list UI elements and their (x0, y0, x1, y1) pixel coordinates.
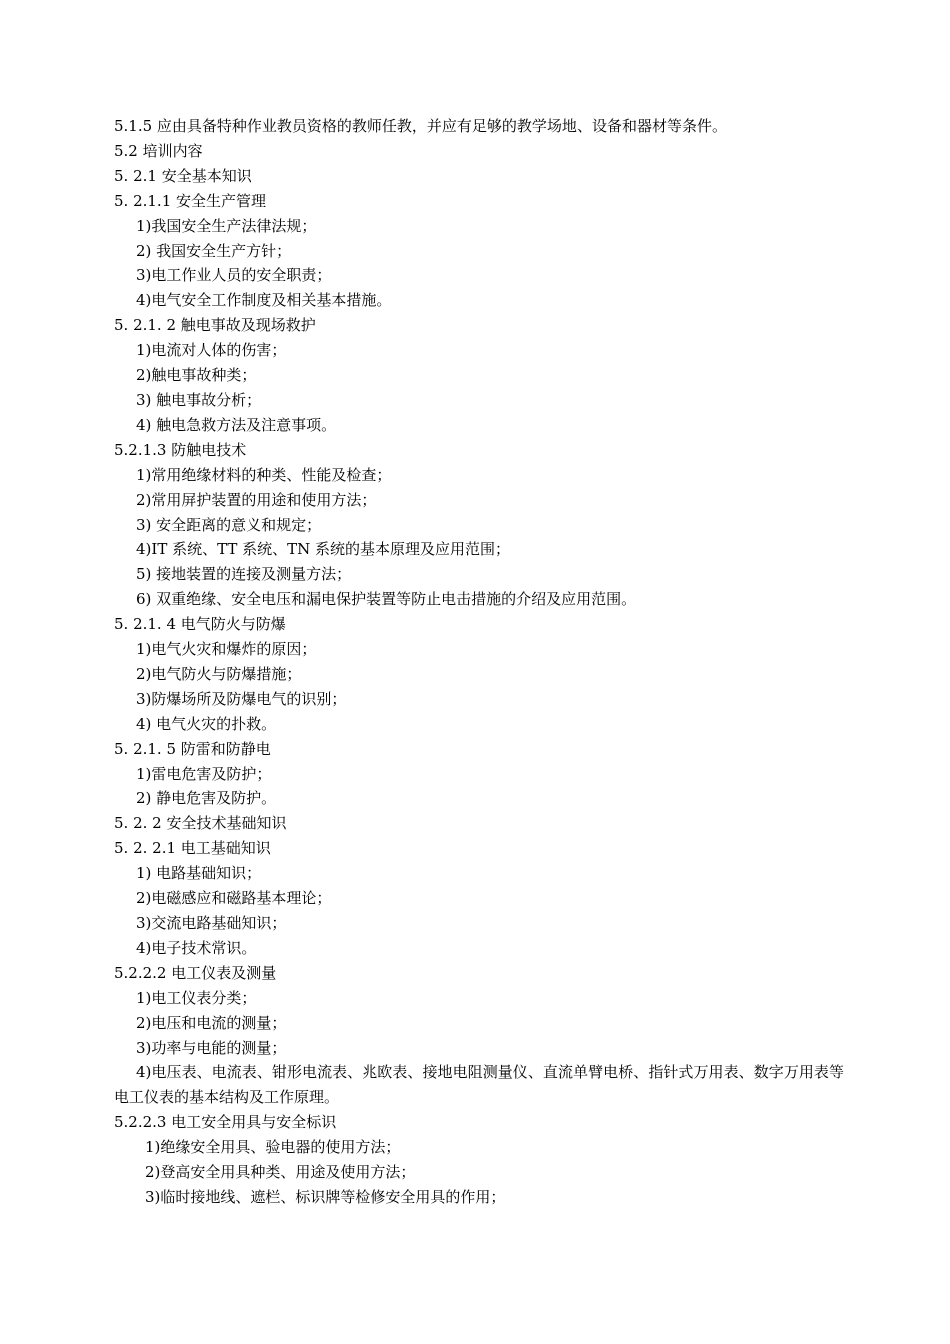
list-item: 1)电工仪表分类； (136, 988, 257, 1007)
list-item: 1)我国安全生产法律法规； (136, 216, 317, 235)
list-item: 3) 触电事故分析； (136, 390, 262, 409)
list-item: 1)雷电危害及防护； (136, 764, 272, 783)
list-item: 2) 静电危害及防护。 (136, 789, 277, 808)
list-item: 2)常用屏护装置的用途和使用方法； (136, 490, 377, 509)
list-item: 4)电气安全工作制度及相关基本措施。 (136, 291, 392, 310)
clause-5-1-5: 5.1.5 应由具备特种作业教员资格的教师任教，并应有足够的教学场地、设备和器材等条件。 (114, 117, 727, 135)
heading-5-2: 5.2 培训内容 (114, 141, 203, 160)
list-item: 3)临时接地线、遮栏、标识牌等检修安全用具的作用； (145, 1187, 506, 1206)
list-item: 3)交流电路基础知识； (136, 914, 287, 932)
list-item: 3)防爆场所及防爆电气的识别； (136, 689, 347, 708)
list-item: 3) 安全距离的意义和规定； (136, 515, 322, 534)
list-item: 4) 电气火灾的扑救。 (136, 714, 277, 733)
list-item: 3)功率与电能的测量； (136, 1038, 287, 1057)
list-item: 5) 接地装置的连接及测量方法； (136, 565, 352, 584)
list-item: 4)IT 系统、TT 系统、TN 系统的基本原理及应用范围； (136, 540, 511, 559)
heading-5-2-2: 5. 2. 2 安全技术基础知识 (114, 814, 287, 833)
heading-5-2-2-3: 5.2.2.3 电工安全用具与安全标识 (114, 1113, 337, 1132)
heading-5-2-2-2: 5.2.2.2 电工仪表及测量 (114, 963, 277, 982)
list-item: 4)电子技术常识。 (136, 938, 257, 957)
list-item: 2)电压和电流的测量； (136, 1013, 287, 1032)
list-item: 2)触电事故种类； (136, 366, 257, 385)
heading-5-2-1-1: 5. 2.1.1 安全生产管理 (114, 191, 267, 210)
list-item: 6) 双重绝缘、安全电压和漏电保护装置等防止电击措施的介绍及应用范围。 (136, 590, 637, 609)
list-item: 4)电压表、电流表、钳形电流表、兆欧表、接地电阻测量仪、直流单臂电桥、指针式万用表、数字万用表等电工仪表的基本结构及工作原理。 (114, 1063, 844, 1107)
heading-5-2-1: 5. 2.1 安全基本知识 (114, 166, 252, 185)
list-item: 2)电磁感应和磁路基本理论； (136, 889, 332, 908)
list-item: 4) 触电急救方法及注意事项。 (136, 415, 337, 434)
list-item: 1) 电路基础知识； (136, 864, 262, 883)
list-item: 2)登高安全用具种类、用途及使用方法； (145, 1163, 416, 1182)
heading-5-2-1-5: 5. 2.1. 5 防雷和防静电 (114, 739, 271, 758)
document-body (114, 114, 844, 1210)
list-item: 3)电工作业人员的安全职责； (136, 266, 332, 285)
heading-5-2-1-2: 5. 2.1. 2 触电事故及现场救护 (114, 316, 316, 335)
list-item: 1)电气火灾和爆炸的原因； (136, 640, 317, 659)
list-item: 1)常用绝缘材料的种类、性能及检查； (136, 465, 392, 484)
list-item: 1)电流对人体的伤害； (136, 341, 287, 360)
heading-5-2-2-1: 5. 2. 2.1 电工基础知识 (114, 839, 271, 858)
list-item: 2) 我国安全生产方针； (136, 241, 292, 260)
list-item: 2)电气防火与防爆措施； (136, 664, 302, 683)
heading-5-2-1-4: 5. 2.1. 4 电气防火与防爆 (114, 615, 286, 634)
heading-5-2-1-3: 5.2.1.3 防触电技术 (114, 440, 247, 459)
list-item: 1)绝缘安全用具、验电器的使用方法； (145, 1138, 401, 1157)
